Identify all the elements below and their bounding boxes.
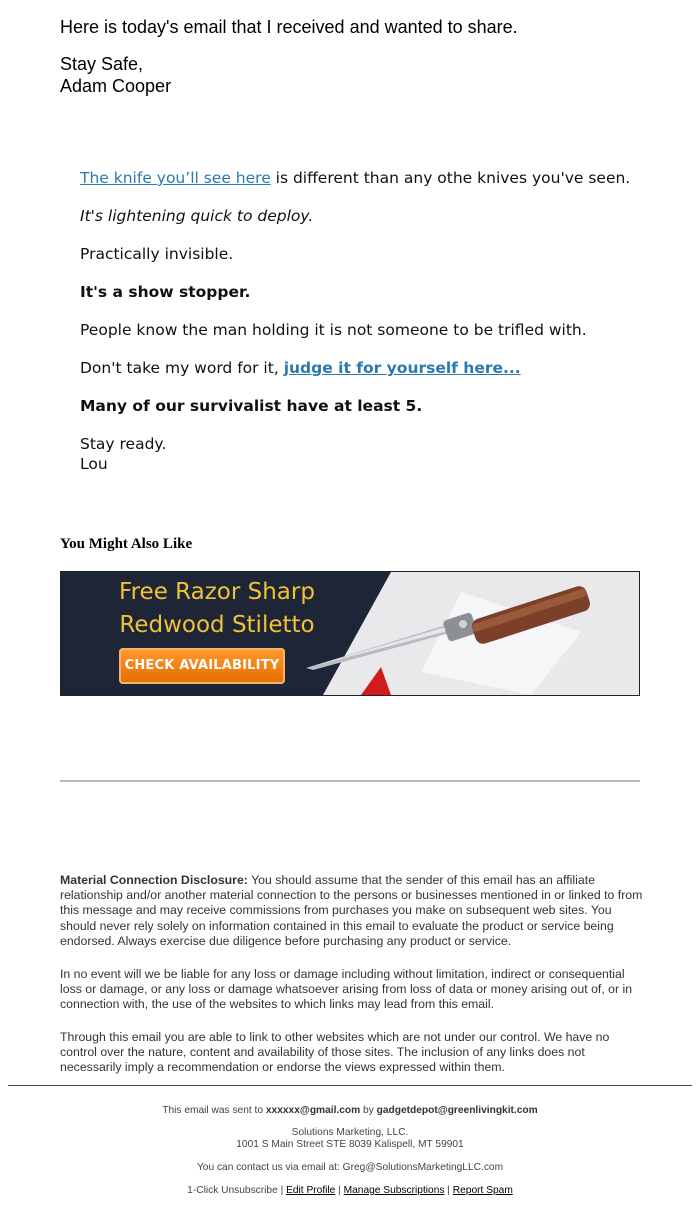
manage-subscriptions-link[interactable]: Manage Subscriptions [343, 1185, 445, 1196]
unsubscribe-text: 1-Click Unsubscribe [187, 1185, 278, 1196]
check-availability-button[interactable]: CHECK AVAILABILITY [119, 648, 285, 684]
divider [60, 780, 640, 782]
paragraph-deploy: It's lightening quick to deploy. [80, 207, 314, 225]
signoff-name: Lou [80, 455, 108, 473]
knife-link[interactable]: The knife you’ll see here [80, 169, 271, 187]
footer-divider [8, 1085, 692, 1086]
report-spam-link[interactable]: Report Spam [452, 1185, 513, 1196]
intro-closing: Stay Safe, [60, 54, 144, 74]
banner-title-line2: Redwood Stiletto [119, 612, 315, 638]
email-body [80, 168, 660, 474]
paragraph-knife [80, 168, 660, 188]
footer-links: 1-Click Unsubscribe | Edit Profile | Manage Subscriptions | Report Spam [187, 1185, 513, 1196]
recipient-email: xxxxxx@gmail.com [265, 1105, 361, 1116]
stiletto-ad-banner[interactable] [60, 571, 640, 696]
footer-contact: You can contact us via email at: Greg@SolutionsMarketingLLC.com [196, 1162, 504, 1173]
footer-sent-line: This email was sent to xxxxxx@gmail.com by gadgetdepot@greenlivingkit.com [162, 1105, 538, 1116]
banner-title-line1: Free Razor Sharp [119, 579, 315, 605]
third-party-text: Through this email you are able to link to other websites which are not under our control. We have no control over the nature, content and availability of those sites. The inclusion of any links does not necessarily imply a recommendation or endorse the views expressed within them. [60, 1030, 610, 1075]
disclosure-text: You should assume that the sender of this email has an affiliate relationship and/or another material connection to the persons or businesses mentioned in or linked to from this message and may receive commissions from purchases you make on subsequent web sites. You should never rely solely on information contained in this email to evaluate the product or service being endorsed. Always exercise due diligence before purchasing any product or service. [60, 873, 643, 948]
sender-email: gadgetdepot@greenlivingkit.com [376, 1105, 538, 1116]
paragraph-knife-text: is different than any othe knives you've seen. [270, 169, 631, 187]
liability-text: In no event will we be liable for any loss or damage including without limitation, indirect or consequential loss or damage, or any loss or damage whatsoever arising from loss of data or money arising out of, or in connection with, the use of the websites to which links may lead from this email. [60, 967, 633, 1012]
intro-line: Here is today's email that I received and wanted to share. [60, 17, 518, 37]
disclosure-paragraph [60, 873, 645, 949]
intro-sender-name: Adam Cooper [60, 76, 172, 96]
intro-block [60, 16, 660, 97]
section-heading: You Might Also Like [60, 536, 193, 552]
paragraph-invisible: Practically invisible. [80, 245, 234, 263]
third-party-paragraph [60, 1030, 645, 1076]
paragraph-showstopper: It's a show stopper. [80, 283, 251, 301]
signoff-line: Stay ready. [80, 435, 167, 453]
footer-address: 1001 S Main Street STE 8039 Kalispell, MT 59901 [236, 1139, 464, 1150]
disclosure-label: Material Connection Disclosure: [60, 873, 248, 887]
paragraph-trifled: People know the man holding it is not someone to be trifled with. [80, 321, 587, 339]
paragraph-judge-text: Don't take my word for it, [80, 359, 284, 377]
paragraph-judge [80, 358, 660, 378]
judge-link[interactable]: judge it for yourself here... [283, 359, 521, 377]
liability-paragraph [60, 967, 645, 1013]
footer-company: Solutions Marketing, LLC. [291, 1127, 409, 1138]
paragraph-survivalist: Many of our survivalist have at least 5. [80, 397, 423, 415]
edit-profile-link[interactable]: Edit Profile [286, 1185, 336, 1196]
